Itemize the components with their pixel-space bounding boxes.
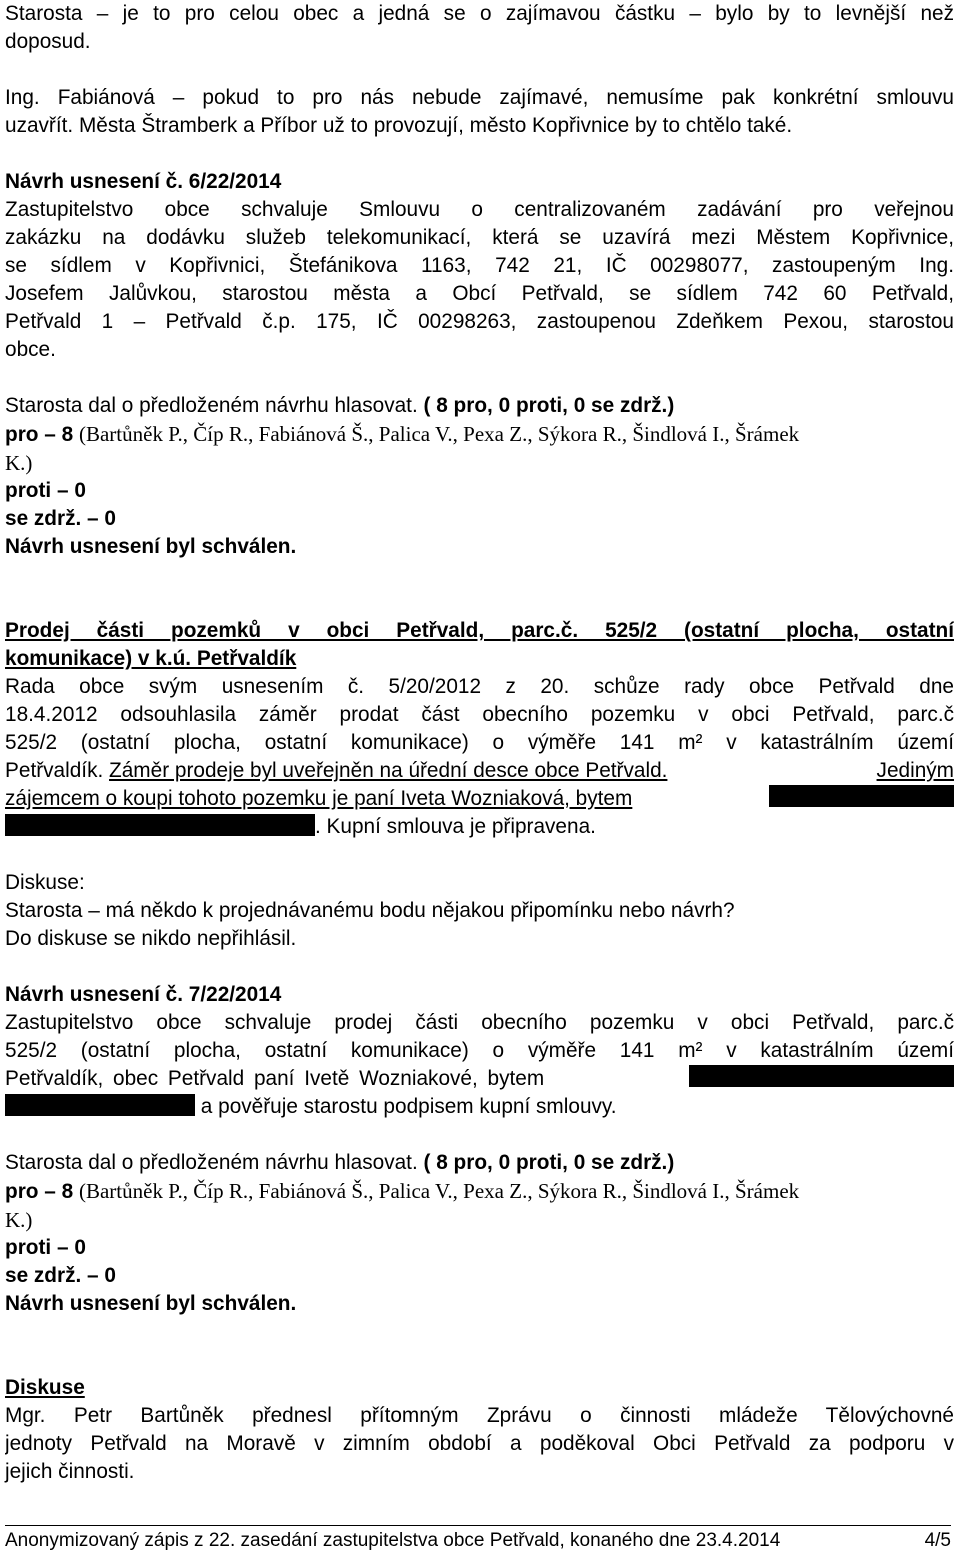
- text-line: [5, 785, 954, 813]
- text-line: Rada obce svým usnesením č. 5/20/2012 z 20. schůze rady obce Petřvald dne: [5, 675, 954, 698]
- text-segment: Petřvaldík.: [5, 759, 110, 782]
- document-page: [5, 0, 954, 1486]
- resolution-heading: [5, 168, 954, 196]
- text-line: obce.: [5, 338, 56, 361]
- pro-names: (Bartůněk P., Číp R., Fabiánová Š., Palica V., Pexa Z., Sýkora R., Šindlová I., Šrámek: [78, 1179, 800, 1203]
- text-line: Ing. Fabiánová – pokud to pro nás nebude zajímavé, nemusíme pak konkrétní smlouvu: [5, 86, 954, 109]
- text-segment: a pověřuje starostu podpisem kupní smlouvy.: [195, 1095, 617, 1118]
- text-line: doposud.: [5, 30, 91, 53]
- discussion-1: [5, 869, 954, 953]
- resolution-result: Návrh usnesení byl schválen.: [5, 535, 297, 558]
- page-number: 4/5: [924, 1530, 951, 1551]
- text-line: uzavřít. Města Štramberk a Příbor už to provozují, město Kopřivnice by to chtělo také.: [5, 114, 793, 137]
- heading-label: Návrh usnesení č.: [5, 983, 184, 1006]
- vote-text: Starosta dal o předloženém návrhu hlasovat.: [5, 1151, 424, 1174]
- text-segment-underlined: Záměr prodeje byl uveřejněn na úřední desce obce Petřvald.: [109, 759, 668, 782]
- pro-names-cont: K.): [5, 1208, 33, 1232]
- text-line: Petřvald 1 – Petřvald č.p. 175, IČ 00298263, zastoupenou Zdeňkem Pexou, starostou: [5, 310, 954, 333]
- vote-tally: ( 8 pro, 0 proti, 0 se zdrž.): [423, 1151, 675, 1174]
- pro-label: pro – 8: [5, 423, 79, 446]
- redaction-bar: [5, 1094, 195, 1116]
- heading-number: 6/22/2014: [183, 170, 282, 193]
- page-footer: [5, 1525, 951, 1554]
- redaction-bar: [689, 1065, 954, 1087]
- resolution-6: [5, 168, 954, 561]
- vote-proti: proti – 0: [5, 479, 86, 502]
- redaction-bar: [5, 814, 315, 836]
- resolution-result: Návrh usnesení byl schválen.: [5, 1292, 297, 1315]
- heading-number: 7/22/2014: [183, 983, 282, 1006]
- text-segment: Petřvaldík, obec Petřvald paní Ivetě Wozniakové, bytem: [5, 1067, 545, 1090]
- vote-zdrz: se zdrž. – 0: [5, 1264, 116, 1287]
- text-line: [5, 813, 954, 841]
- section-title: Diskuse: [5, 1376, 85, 1399]
- vote-line: [5, 1149, 954, 1177]
- paragraph-starosta: [5, 0, 954, 56]
- text-segment: . Kupní smlouva je připravena.: [315, 815, 596, 838]
- section-title-cont: komunikace) v k.ú. Petřvaldík: [5, 647, 297, 670]
- vote-proti: proti – 0: [5, 1236, 86, 1259]
- vote-pro: [5, 420, 954, 449]
- vote-line: [5, 392, 954, 420]
- text-line: [5, 1065, 954, 1093]
- footer-title: Anonymizovaný zápis z 22. zasedání zastupitelstva obce Petřvald, konaného dne 23.4.2014: [5, 1530, 781, 1551]
- vote-pro: [5, 1177, 954, 1206]
- vote-text: Starosta dal o předloženém návrhu hlasovat.: [5, 394, 424, 417]
- text-line: 525/2 (ostatní plocha, ostatní komunikace) o výměře 141 m² v katastrálním území: [5, 1039, 954, 1062]
- resolution-7: [5, 981, 954, 1318]
- text-line: Starosta – je to pro celou obec a jedná se o zajímavou částku – bylo by to levnější než: [5, 2, 954, 25]
- text-line: Josefem Jalůvkou, starostou města a Obcí Petřvald, se sídlem 742 60 Petřvald,: [5, 282, 954, 305]
- text-line: Starosta – má někdo k projednávanému bodu nějakou připomínku nebo návrh?: [5, 899, 735, 922]
- text-line: Do diskuse se nikdo nepřihlásil.: [5, 927, 297, 950]
- vote-zdrz: se zdrž. – 0: [5, 507, 116, 530]
- text-line: Zastupitelstvo obce schvaluje prodej části obecního pozemku v obci Petřvald, parc.č: [5, 1011, 954, 1034]
- text-line: [5, 1093, 954, 1121]
- text-line: jednoty Petřvald na Moravě v zimním období a poděkoval Obci Petřvald za podporu v: [5, 1432, 954, 1455]
- vote-tally: ( 8 pro, 0 proti, 0 se zdrž.): [423, 394, 675, 417]
- section-sale: [5, 617, 954, 841]
- section-title: Prodej části pozemků v obci Petřvald, parc.č. 525/2 (ostatní plocha, ostatní: [5, 619, 954, 642]
- text-line: 18.4.2012 odsouhlasila záměr prodat část obecního pozemku v obci Petřvald, parc.č: [5, 703, 954, 726]
- text-line: Mgr. Petr Bartůněk přednesl přítomným Zprávu o činnosti mládeže Tělovýchovné: [5, 1404, 954, 1427]
- text-line: 525/2 (ostatní plocha, ostatní komunikace) o výměře 141 m² v katastrálním území: [5, 731, 954, 754]
- text-line: se sídlem v Kopřivnici, Štefánikova 1163, 742 21, IČ 00298077, zastoupeným Ing.: [5, 254, 954, 277]
- resolution-heading: [5, 981, 954, 1009]
- pro-label: pro – 8: [5, 1180, 79, 1203]
- text-segment-underlined: Jediným: [876, 759, 954, 782]
- text-line: Zastupitelstvo obce schvaluje Smlouvu o centralizovaném zadávání pro veřejnou: [5, 198, 954, 221]
- text-line: [5, 757, 954, 785]
- discussion-2: [5, 1374, 954, 1486]
- heading-label: Návrh usnesení č.: [5, 170, 184, 193]
- discussion-label: Diskuse:: [5, 871, 85, 894]
- text-segment-underlined: zájemcem o koupi tohoto pozemku je paní Iveta Wozniaková, bytem: [5, 787, 633, 810]
- pro-names-cont: K.): [5, 451, 33, 475]
- text-line: jejich činnosti.: [5, 1460, 135, 1483]
- redaction-bar: [769, 785, 954, 807]
- text-line: zakázku na dodávku služeb telekomunikací, která se uzavírá mezi Městem Kopřivnice,: [5, 226, 954, 249]
- pro-names: (Bartůněk P., Číp R., Fabiánová Š., Palica V., Pexa Z., Sýkora R., Šindlová I., Šrámek: [78, 422, 800, 446]
- paragraph-fabianova: [5, 84, 954, 140]
